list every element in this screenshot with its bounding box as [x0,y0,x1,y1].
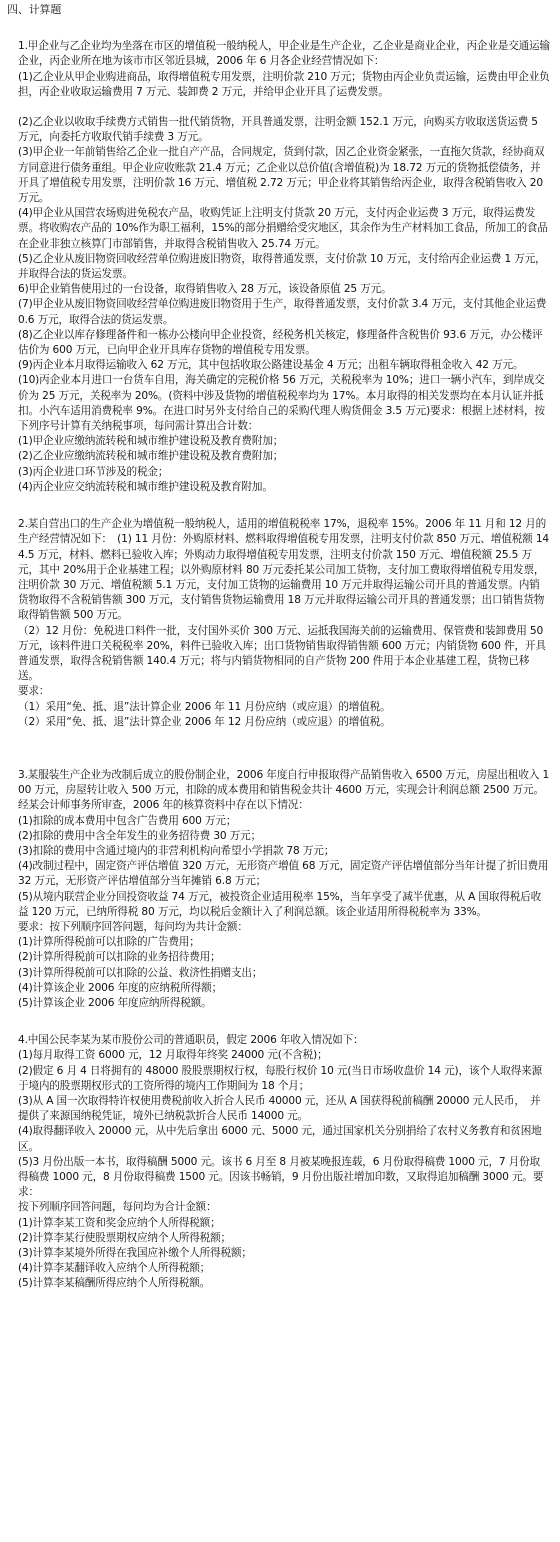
question-4-requirement-1: (1)计算李某工资和奖金应纳个人所得税额； [18,1216,221,1229]
question-1-item-1: (1)乙企业从甲企业购进商品，取得增值税专用发票，注明价款 210 万元；货物由丙企业负责运输，运费由甲企业负担，丙企业收取运输费用 7 万元、装卸费 2 万元，并给甲企业开具了运费发票。 [18,70,550,98]
question-3-item-1: (1)扣除的成本费用中包含广告费用 600 万元； [18,814,237,827]
section-title: 四、计算题 [7,3,62,16]
question-3-item-4: (4)改制过程中，固定资产评估增值 320 万元，无形资产增值 68 万元，固定资产评估增值部分当年计提了折旧费用 32 万元，无形资产评估增值部分当年摊销 6.8 万元； [18,860,549,888]
question-1 [18,39,550,495]
question-1-requirement-4: (4)丙企业应交纳流转税和城市维护建设税及教育附加。 [18,480,273,493]
question-1-item-3: (3)甲企业一年前销售给乙企业一批自产产品，合同规定，货到付款，因乙企业资金紧张，一直拖欠货款，经协商双方同意进行债务重组。甲企业应收账款 21.4 万元；乙企业以总价值(含增值税)为 18.72 万元的货物抵偿债务，并开具了增值税专用发票，注明价款 16 万元、增值税 2.72 万元；甲企业将其销售给丙企业，取得含税销售收入 20 万元。 [18,146,545,205]
question-1-item-10: (10)丙企业本月进口一台货车自用，海关确定的完税价格 56 万元，关税税率为 10%；进口一辆小汽车，到岸成交价为 25 万元，关税率为 20%。(资料中涉及货物的增值税税率均为 17%。本月取得的相关发票均在本月认证并抵扣。小汽车适用消费税率 9%。在进口时另外支付给自己的采购代理人购货佣金 3.5 万元)要求：根据上述材料，按下列序号计算有关纳税事项，每问需计算出合计数： [18,374,545,433]
question-4-item-3: (3)从 A 国一次取得特许权使用费税前收入折合人民币 40000 元，还从 A 国获得税前稿酬 20000 元人民币， 并提供了来源国纳税凭证，境外已纳税款折合人民币 14000 元。 [18,1095,541,1123]
question-4-item-1: (1)每月取得工资 6000 元，12 月取得年终奖 24000 元(不含税)； [18,1049,328,1062]
question-4-requirement-2: (2)计算李某行使股票期权应纳个人所得税额； [18,1231,231,1244]
question-4-item-5: (5)3 月份出版一本书，取得稿酬 5000 元。该书 6 月至 8 月被某晚报连载，6 月份取得稿费 1000 元，7 月份取得稿费 1000 元，8 月份取得稿费 1500 元。因该书畅销，9 月份出版社增加印数，又取得追加稿酬 3000 元。要求： [18,1155,544,1199]
question-3-requirement-5: (5)计算该企业 2006 年度应纳所得税额。 [18,996,212,1009]
question-3-item-5: (5)从境内联营企业分回投资收益 74 万元，被投资企业适用税率 15%，当年享受了减半优惠，从 A 国取得税后收益 120 万元，已纳所得税 80 万元，均以税后金额计入了利润总额。该企业适用所得税税率为 33%。 [18,890,542,918]
question-2-december: （2）12 月份：免税进口料件一批，支付国外买价 300 万元、运抵我国海关前的运输费用、保管费和装卸费用 50 万元，该料件进口关税税率 20%，料件已验收入库；出口货物销售取得销售额 600 万元；内销货物 600 件，开具普通发票，取得含税销售额 140.4 万元；将与内销货物相同的自产货物 200 件用于本企业基建工程，货物已移送。 [18,624,546,683]
question-2-requirement-1: （1）采用“免、抵、退”法计算企业 2006 年 11 月份应纳（或应退）的增值税。 [18,700,391,713]
question-2 [18,517,550,730]
question-4-requirement-4: (4)计算李某翻译收入应纳个人所得税额； [18,1262,211,1275]
question-3-intro: 3.某服装生产企业为改制后成立的股份制企业，2006 年度自行申报取得产品销售收入 6500 万元，房屋出租收入 100 万元，房屋转让收入 500 万元，扣除的成本费用和销售税金共计 4600 万元，实现会计利润总额 2500 万元。经某会计师事务所审查，2006 年的核算资料中存在以下情况： [18,768,550,812]
question-1-item-8: (8)乙企业以库存修理备件和一栋办公楼向甲企业投资，经税务机关核定，修理备件含税售价 93.6 万元，办公楼评估价为 600 万元，已向甲企业开具库存货物的增值税专用发票。 [18,328,543,357]
question-4-item-4: (4)取得翻译收入 20000 元，从中先后拿出 6000 元、5000 元，通过国家机关分别捐给了农村义务教育和贫困地区。 [18,1125,542,1153]
question-3-requirements-heading: 要求：按下列顺序回答问题，每问均为共计金额： [18,920,248,933]
question-4 [18,1033,550,1291]
question-1-requirement-1: (1)甲企业应缴纳流转税和城市维护建设税及教育费附加； [18,435,284,448]
document [7,2,550,1292]
question-1-item-4: (4)甲企业从国营农场购进免税农产品，收购凭证上注明支付货款 20 万元，支付丙企业运费 3 万元，取得运费发票。将收购农产品的 10%作为职工福利，15%的部分捐赠给受灾地区，其余作为生产材料加工食品，所加工的食品在企业非独立核算门市部销售，并取得含税销售收入 25.74 万元。 [18,207,548,250]
question-1-item-2: (2)乙企业以收取手续费方式销售一批代销货物，开具普通发票，注明金额 152.1 万元，向购买方收取送货运费 5 万元，向委托方收取代销手续费 3 万元。 [18,116,538,144]
question-1-item-9: (9)丙企业本月取得运输收入 62 万元，其中包括收取公路建设基金 4 万元；出租车辆取得租金收入 42 万元。 [18,359,524,372]
question-3-requirement-4: (4)计算该企业 2006 年度的应纳税所得额； [18,981,223,994]
question-2-intro: 2.某自营出口的生产企业为增值税一般纳税人，适用的增值税税率 17%，退税率 15%。2006 年 11 月和 12 月的生产经营情况如下： (1) 11 月份：外购原材料、燃料取得增值税专用发票，注明支付价款 850 万元、增值税额 144.5 万元，材料、燃料已验收入库；外购动力取得增值税专用发票，注明支付价款 150 万元、增值税额 25.5 万元，其中 20%用于企业基建工程；以外购原材料 80 万元委托某公司加工货物，支付加工费取得增值税专用发票，注明价款 30 万元、增值税额 5.1 万元，支付加工货物的运输费用 10 万元并取得运输公司开具的普通发票。内销货物取得不含税销售额 300 万元，支付销售货物运输费用 18 万元并取得运输公司开具的普通发票；出口销售货物取得销售额 500 万元。 [18,518,549,622]
question-2-requirements-heading: 要求： [18,685,50,698]
question-4-requirement-5: (5)计算李某稿酬所得应纳个人所得税额。 [18,1277,211,1290]
question-3-item-2: (2)扣除的费用中含全年发生的业务招待费 30 万元； [18,829,262,842]
question-4-requirement-3: (3)计算李某境外所得在我国应补缴个人所得税额； [18,1247,252,1260]
question-4-intro: 4.中国公民李某为某市股份公司的普通职员，假定 2006 年收入情况如下： [18,1034,364,1047]
question-3-requirement-2: (2)计算所得税前可以扣除的业务招待费用； [18,951,221,964]
question-1-item-5: (5)乙企业从废旧物资回收经营单位购进废旧物资，取得普通发票，支付价款 10 万元，支付给丙企业运费 1 万元，并取得合法的货运发票。 [18,252,546,281]
question-1-requirement-2: (2)乙企业应缴纳流转税和城市维护建设税及教育费附加； [18,450,284,463]
question-3-requirement-1: (1)计算所得税前可以扣除的广告费用； [18,936,200,949]
question-4-requirements-heading: 按下列顺序回答问题，每问均为合计金额： [18,1201,217,1214]
question-1-item-6: 6)甲企业销售使用过的一台设备，取得销售收入 28 万元，该设备原值 25 万元。 [18,283,392,296]
question-4-item-2: (2)假定 6 月 4 日将拥有的 48000 股股票期权行权，每股行权价 10 元(当日市场收盘价 14 元)，该个人取得来源于境内的股票期权形式的工资所得的境内工作期间为 18 个月； [18,1064,543,1092]
question-3 [18,768,550,1011]
question-3-item-3: (3)扣除的费用中含通过境内的非营利机构向希望小学捐款 78 万元； [18,844,335,857]
question-2-requirement-2: （2）采用“免、抵、退”法计算企业 2006 年 12 月份应纳（或应退）的增值税。 [18,715,391,728]
question-1-requirement-3: (3)丙企业进口环节涉及的税金； [18,465,169,478]
question-3-requirement-3: (3)计算所得税前可以扣除的公益、救济性捐赠支出； [18,966,263,979]
question-1-intro: 1.甲企业与乙企业均为坐落在市区的增值税一般纳税人，甲企业是生产企业，乙企业是商业企业，丙企业是交通运输企业，丙企业所在地为该市市区邻近县城，2006 年 6 月各企业经营情况如下： [18,40,550,68]
question-1-item-7: (7)甲企业从废旧物资回收经营单位购进废旧物资用于生产，取得普通发票，支付价款 3.4 万元，支付其他企业运费 0.6 万元，取得合法的货运发票。 [18,298,547,326]
